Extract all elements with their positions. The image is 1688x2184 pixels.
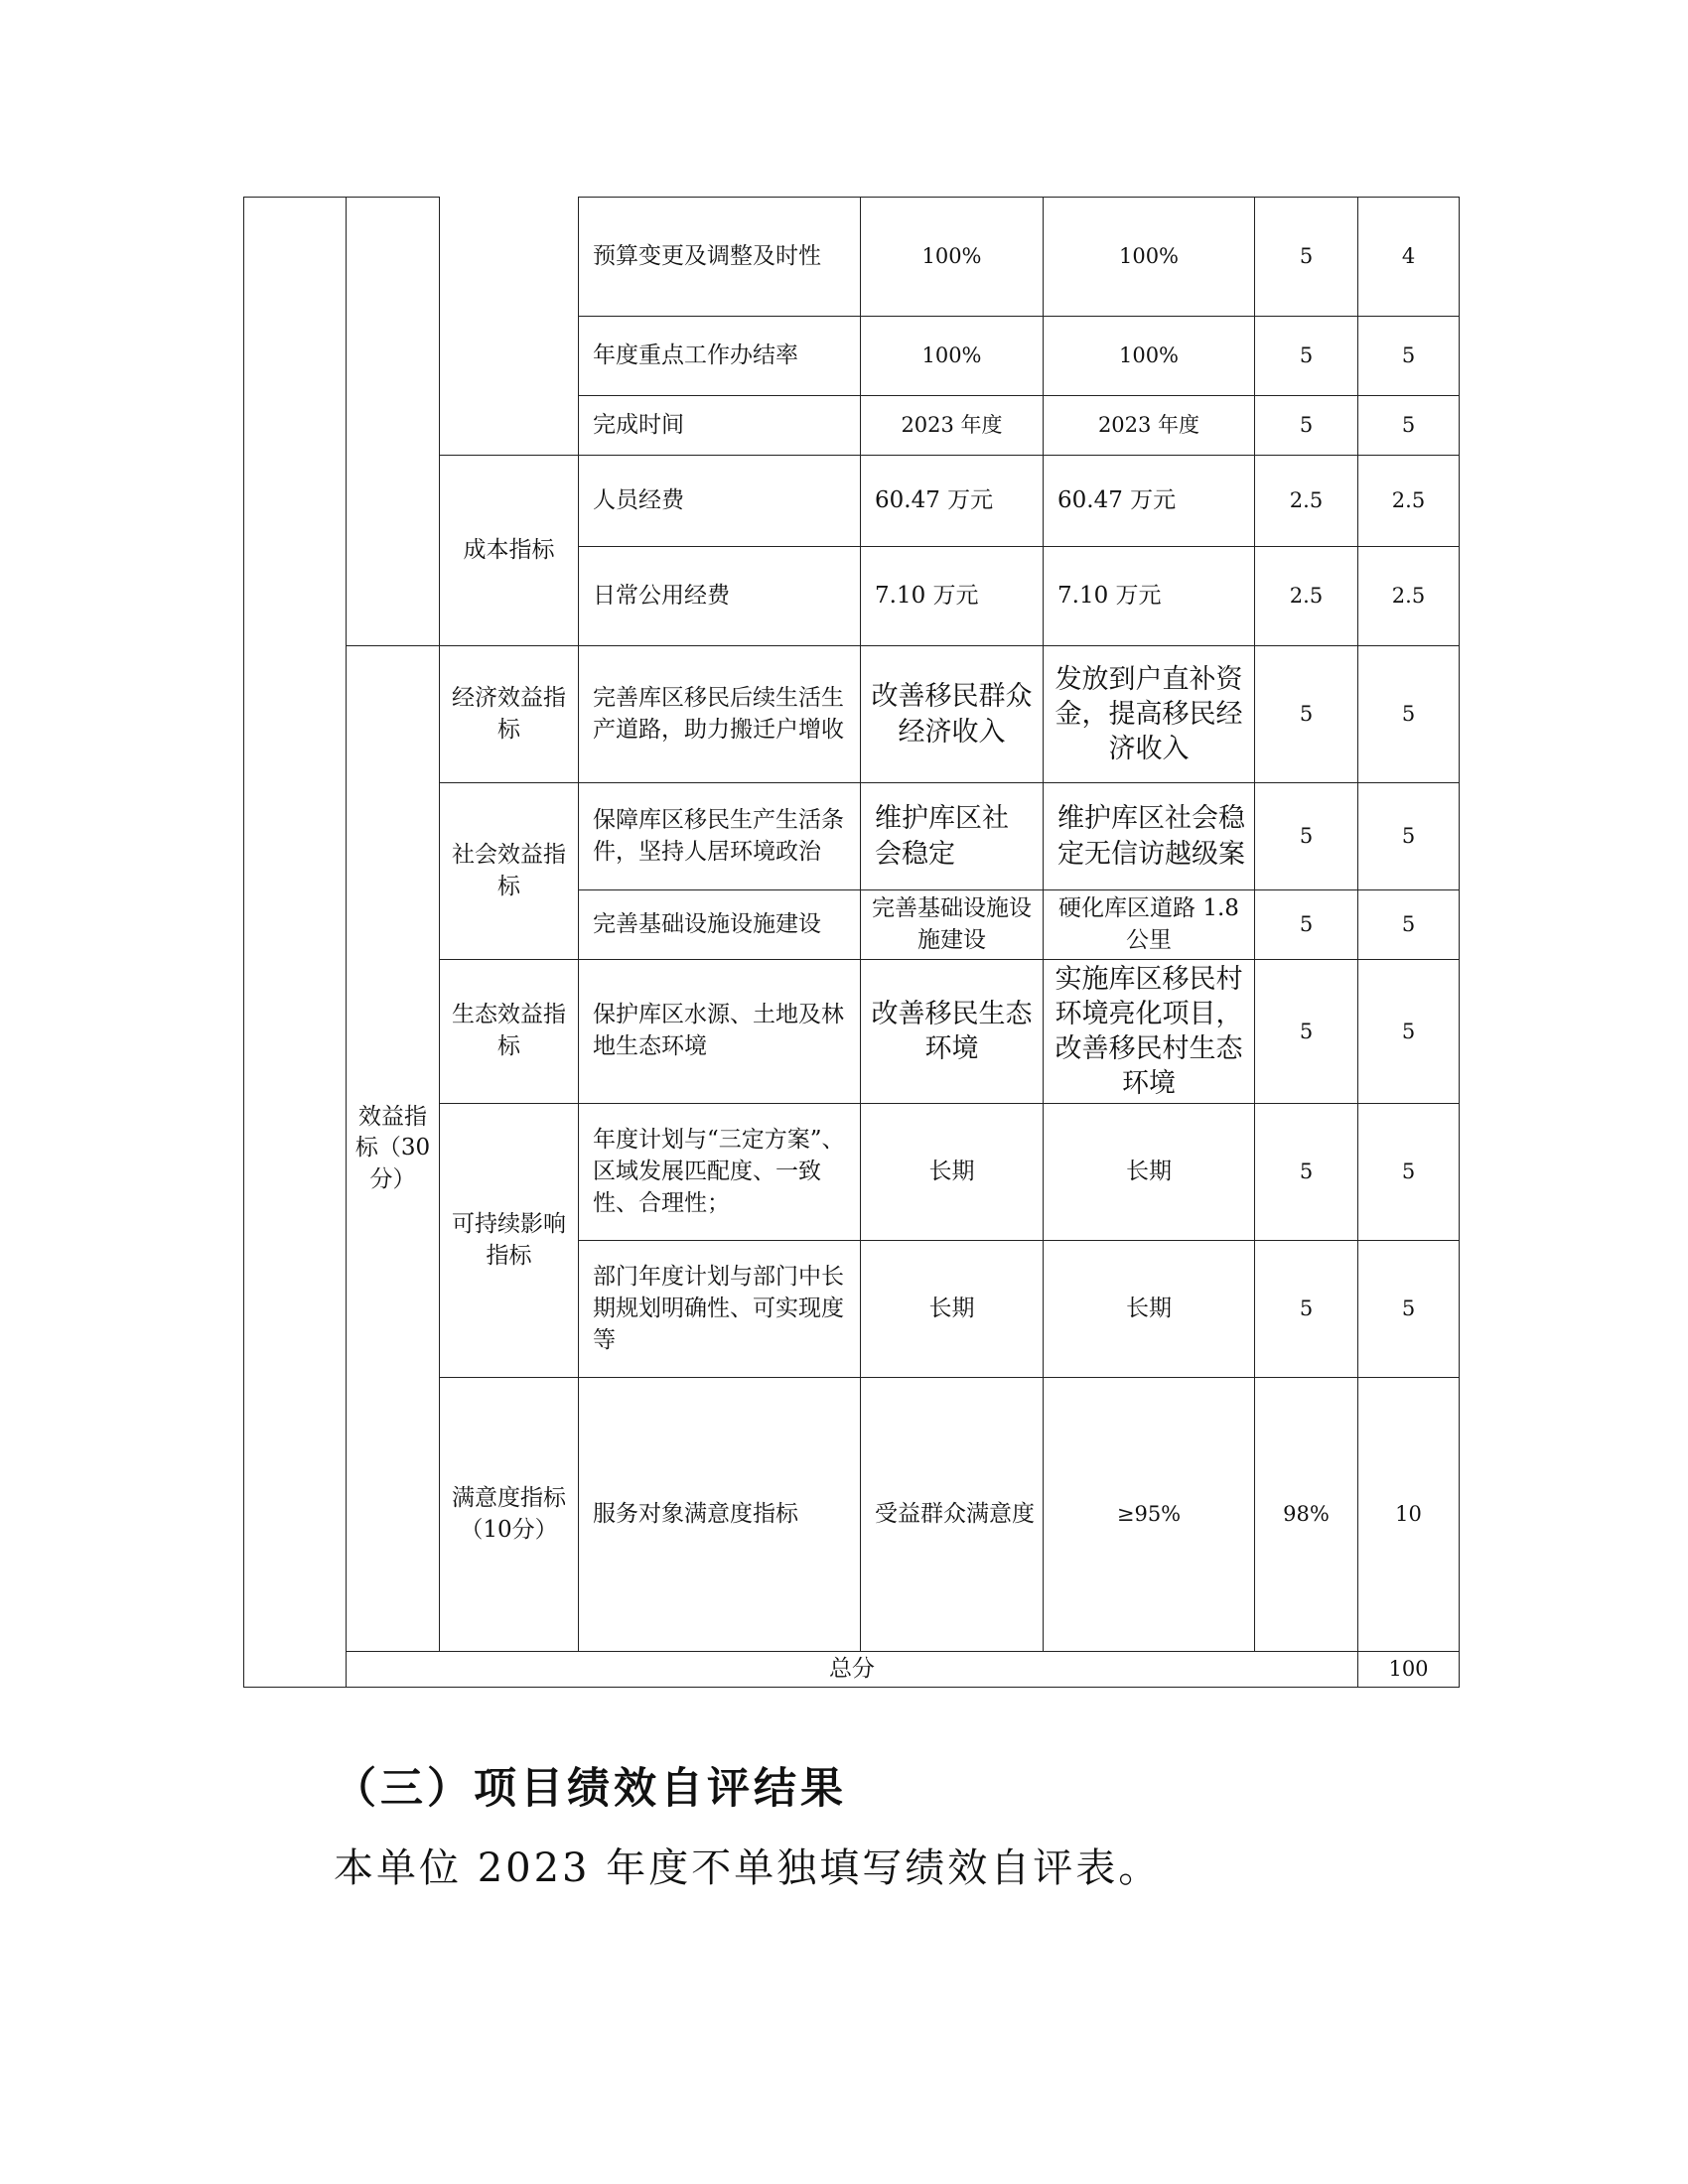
score-cell: 5 <box>1358 960 1460 1104</box>
target-cell: 维护库区社会稳定 <box>861 783 1044 890</box>
weight-cell: 5 <box>1255 1104 1358 1241</box>
indicator-cell: 部门年度计划与部门中长期规划明确性、可实现度等 <box>579 1241 861 1378</box>
score-cell: 2.5 <box>1358 547 1460 646</box>
subcategory-cell: 社会效益指标 <box>440 783 579 960</box>
indicator-cell: 年度计划与“三定方案”、区域发展匹配度、一致性、合理性； <box>579 1104 861 1241</box>
blank-category-cell <box>347 198 440 646</box>
blank-category-cell <box>244 198 347 1688</box>
indicator-cell: 保护库区水源、土地及林地生态环境 <box>579 960 861 1104</box>
indicator-cell: 人员经费 <box>579 456 861 547</box>
indicator-cell: 完善库区移民后续生活生产道路，助力搬迁户增收 <box>579 646 861 783</box>
weight-cell: 10 <box>1358 1378 1460 1652</box>
actual-cell: 100% <box>1044 317 1255 396</box>
actual-cell: 实施库区移民村环境亮化项目，改善移民村生态环境 <box>1044 960 1255 1104</box>
weight-cell: 2.5 <box>1255 456 1358 547</box>
subcategory-cell: 成本指标 <box>440 456 579 646</box>
actual-cell: 长期 <box>1044 1104 1255 1241</box>
section-heading: （三）项目绩效自评结果 <box>334 1764 847 1814</box>
weight-cell: 5 <box>1255 317 1358 396</box>
target-cell: 2023 年度 <box>861 396 1044 456</box>
target-cell: 100% <box>861 317 1044 396</box>
actual-cell: 7.10 万元 <box>1044 547 1255 646</box>
weight-cell: 5 <box>1255 646 1358 783</box>
score-cell: 5 <box>1358 317 1460 396</box>
actual-cell: 2023 年度 <box>1044 396 1255 456</box>
score-cell: 5 <box>1358 1104 1460 1241</box>
target-cell: 长期 <box>861 1241 1044 1378</box>
actual-cell: 60.47 万元 <box>1044 456 1255 547</box>
blank-subcategory-cell <box>440 198 579 456</box>
target-cell: 100% <box>861 198 1044 317</box>
total-weight: 100 <box>1358 1652 1460 1688</box>
actual-cell: 长期 <box>1044 1241 1255 1378</box>
category-cell: 效益指标（30分） <box>347 646 440 1652</box>
indicator-cell: 保障库区移民生产生活条件，坚持人居环境政治 <box>579 783 861 890</box>
score-cell: 5 <box>1358 783 1460 890</box>
table-row <box>244 646 1460 783</box>
score-cell: 2.5 <box>1358 456 1460 547</box>
subcategory-cell: 服务对象满意度指标 <box>579 1378 861 1652</box>
target-cell: ≥95% <box>1044 1378 1255 1652</box>
indicator-cell: 受益群众满意度 <box>861 1378 1044 1652</box>
weight-cell: 5 <box>1255 198 1358 317</box>
indicator-cell: 完善基础设施设施建设 <box>579 890 861 960</box>
table-row <box>244 198 1460 317</box>
subcategory-cell: 可持续影响指标 <box>440 1104 579 1378</box>
actual-cell: 98% <box>1255 1378 1358 1652</box>
subcategory-cell: 经济效益指标 <box>440 646 579 783</box>
indicator-cell: 年度重点工作办结率 <box>579 317 861 396</box>
performance-table <box>243 197 1460 1688</box>
weight-cell: 5 <box>1255 890 1358 960</box>
weight-cell: 5 <box>1255 396 1358 456</box>
weight-cell: 5 <box>1255 960 1358 1104</box>
actual-cell: 维护库区社会稳定无信访越级案 <box>1044 783 1255 890</box>
actual-cell: 发放到户直补资金，提高移民经济收入 <box>1044 646 1255 783</box>
indicator-cell: 完成时间 <box>579 396 861 456</box>
score-cell: 5 <box>1358 646 1460 783</box>
actual-cell: 100% <box>1044 198 1255 317</box>
weight-cell: 5 <box>1255 783 1358 890</box>
target-cell: 改善移民生态环境 <box>861 960 1044 1104</box>
actual-cell: 硬化库区道路 1.8 公里 <box>1044 890 1255 960</box>
weight-cell: 5 <box>1255 1241 1358 1378</box>
total-row <box>244 1652 1460 1688</box>
subcategory-cell: 生态效益指标 <box>440 960 579 1104</box>
target-cell: 7.10 万元 <box>861 547 1044 646</box>
score-cell: 4 <box>1358 198 1460 317</box>
score-cell: 5 <box>1358 396 1460 456</box>
score-cell: 5 <box>1358 890 1460 960</box>
target-cell: 完善基础设施设施建设 <box>861 890 1044 960</box>
indicator-cell: 预算变更及调整及时性 <box>579 198 861 317</box>
target-cell: 60.47 万元 <box>861 456 1044 547</box>
indicator-cell: 日常公用经费 <box>579 547 861 646</box>
category-cell: 满意度指标（10分） <box>440 1378 579 1652</box>
target-cell: 改善移民群众经济收入 <box>861 646 1044 783</box>
target-cell: 长期 <box>861 1104 1044 1241</box>
score-cell: 5 <box>1358 1241 1460 1378</box>
total-label: 总分 <box>347 1652 1358 1688</box>
weight-cell: 2.5 <box>1255 547 1358 646</box>
body-paragraph: 本单位 2023 年度不单独填写绩效自评表。 <box>334 1845 1162 1891</box>
